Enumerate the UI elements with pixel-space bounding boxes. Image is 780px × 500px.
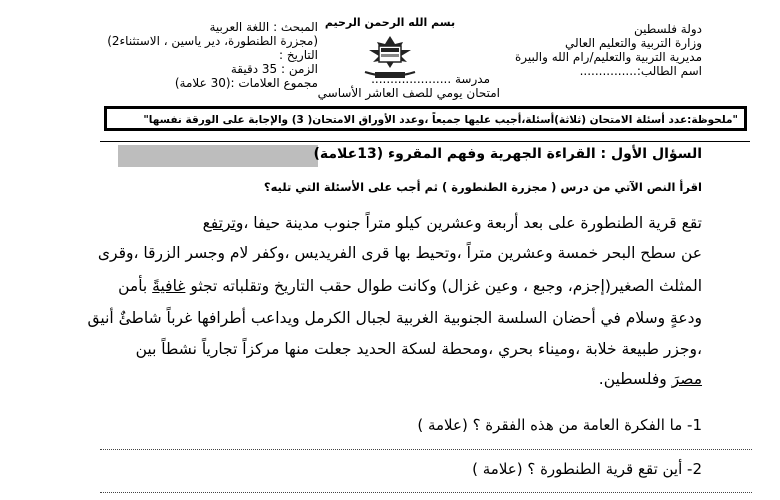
student-name-label: اسم الطالب:............... (579, 64, 702, 78)
date-label: التاريخ : (278, 48, 318, 62)
header-right (515, 22, 702, 78)
question-title-highlight (118, 145, 318, 167)
passage-line-6 (599, 370, 702, 388)
lessons: (مجزرة الطنطورة، دير ياسين ، الاستثناء2) (107, 34, 318, 48)
question-1-title: السؤال الأول : القراءة الجهرية وفهم المقروء (13علامة) (313, 146, 702, 162)
exam-title: امتحان يومي للصف العاشر الأساسي (317, 86, 500, 100)
time-label: الزمن : 35 دقيقة (230, 62, 318, 76)
passage-line-2: عن سطح البحر خمسة وعشرين متراً ،وتحيط بها قرى الفريديس ،وكفر لام وجسر الزرقا ،وقرى (97, 244, 702, 262)
directorate: مديرية التربية والتعليم/رام الله والبيرة (514, 50, 702, 64)
divider (100, 141, 750, 142)
header-left (107, 20, 318, 90)
country: دولة فلسطين (633, 22, 702, 36)
question-1-2: 2- أين تقع قرية الطنطورة ؟ (علامة ) (472, 460, 702, 478)
underlined-word: غافيةً (152, 277, 186, 295)
passage-text: بأمن (118, 277, 153, 295)
ministry: وزارة التربية والتعليم العالي (565, 36, 702, 50)
passage-line-1 (203, 214, 702, 232)
passage-text: تقع قرية الطنطورة على بعد أربعة وعشرين كيلو متراً جنوب مدينة حيفا ،و (235, 214, 702, 232)
basmala: بسم الله الرحمن الرحيم (324, 16, 456, 29)
subject: المبحث : اللغة العربية (209, 20, 318, 34)
question-1-instruction: اقرأ النص الآتي من درس ( مجزرة الطنطورة ) ثم أجب على الأسئلة التي تليه؟ (263, 180, 702, 194)
passage-line-4: ودعةٍ وسلام في أحضان السلسة الجنوبية الغربية لجبال الكرمل ويداعب أطرافها غرباً شاطئٌ أنيق (87, 309, 702, 327)
total-marks: مجموع العلامات :(30 علامة) (174, 76, 318, 90)
school-field: مدرسة ..................... (371, 72, 490, 86)
question-1-1: 1- ما الفكرة العامة من هذه الفقرة ؟ (علامة ) (417, 416, 702, 434)
answer-line[interactable] (100, 492, 752, 493)
passage-line-5: ،وجزر طبيعة خلابة ،وميناء بحري ،ومحطة لسكة الحديد جعلت منها مركزاً تجارياً نشطاً بين (135, 340, 702, 358)
exam-note: "ملحوظة:عدد أسئلة الامتحان (ثلاثة)أسئلة،أجيب عليها جميعاً ،وعدد الأوراق الامتحان( 3) والإجابة على الورقة نفسها" (104, 106, 747, 131)
underlined-word: ترتفع (202, 214, 236, 232)
underlined-word: مصرَ (671, 370, 702, 388)
passage-text: وفلسطين. (598, 370, 672, 388)
answer-line[interactable] (100, 449, 752, 450)
passage-text: المثلث الصغير(إجزم، وجبع ، وعين غزال) وكانت طوال حقب التاريخ وتقلباته تجثو (185, 277, 702, 295)
passage-line-3 (118, 277, 702, 295)
